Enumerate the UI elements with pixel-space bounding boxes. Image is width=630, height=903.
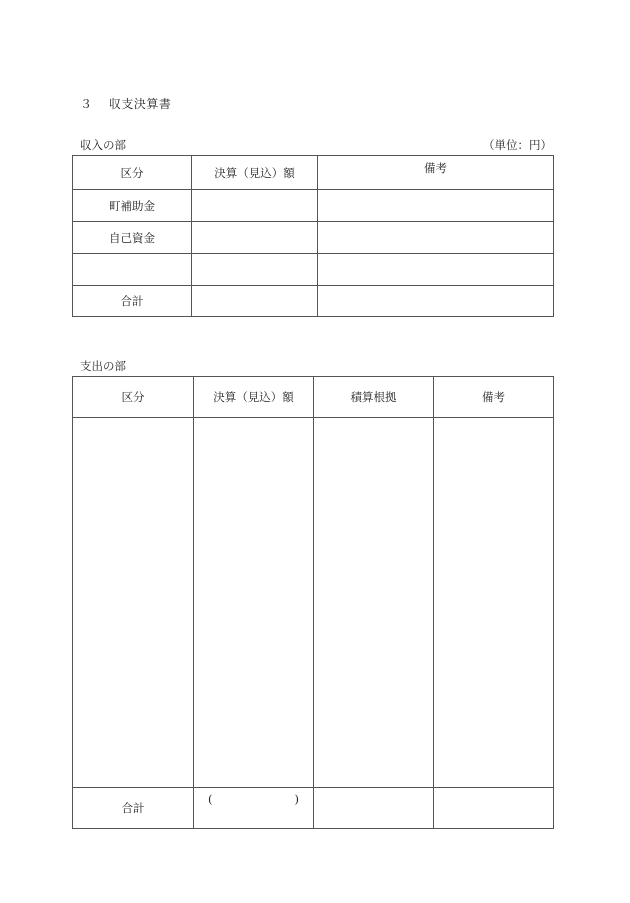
income-header-note: 備考 [318,156,554,190]
income-total-row [73,286,554,317]
expense-section-label: 支出の部 [80,359,126,373]
income-row-amount[interactable] [192,254,318,286]
heading-title: 収支決算書 [108,97,172,111]
expense-header-amount: 決算（見込）額 [194,377,314,418]
income-section-label: 収入の部 [80,138,126,152]
table-row [73,254,554,286]
expense-body-category[interactable] [73,418,194,788]
expense-total-amount[interactable] [194,788,314,829]
expense-table [72,376,554,829]
expense-header-row [73,377,554,418]
income-row-category: 町補助金 [73,190,192,222]
income-row-note[interactable] [318,222,554,254]
expense-body-note[interactable] [434,418,554,788]
income-row-note[interactable] [318,190,554,222]
income-row-category[interactable] [73,254,192,286]
income-total-label: 合計 [73,286,192,317]
expense-total-row [73,788,554,829]
income-total-amount[interactable] [192,286,318,317]
income-header-category: 区分 [73,156,192,190]
income-row-note[interactable] [318,254,554,286]
income-table [72,155,554,317]
expense-body-basis[interactable] [314,418,434,788]
expense-body-amount[interactable] [194,418,314,788]
income-row-category: 自己資金 [73,222,192,254]
income-header-row [73,156,554,190]
heading-number: ３ [80,97,93,111]
expense-header-category: 区分 [73,377,194,418]
income-total-note[interactable] [318,286,554,317]
expense-header-note: 備考 [434,377,554,418]
expense-body-row [73,418,554,788]
expense-header-basis: 積算根拠 [314,377,434,418]
income-row-amount[interactable] [192,190,318,222]
expense-total-basis[interactable] [314,788,434,829]
paren-amount-wrapper [194,792,313,806]
table-row [73,190,554,222]
unit-label: （単位：円） [483,138,552,152]
table-row [73,222,554,254]
paren-open: ( [208,792,213,806]
income-row-amount[interactable] [192,222,318,254]
expense-total-label: 合計 [73,788,194,829]
document-heading [80,95,171,112]
expense-total-note[interactable] [434,788,554,829]
paren-close: ) [294,792,299,806]
income-header-amount: 決算（見込）額 [192,156,318,190]
